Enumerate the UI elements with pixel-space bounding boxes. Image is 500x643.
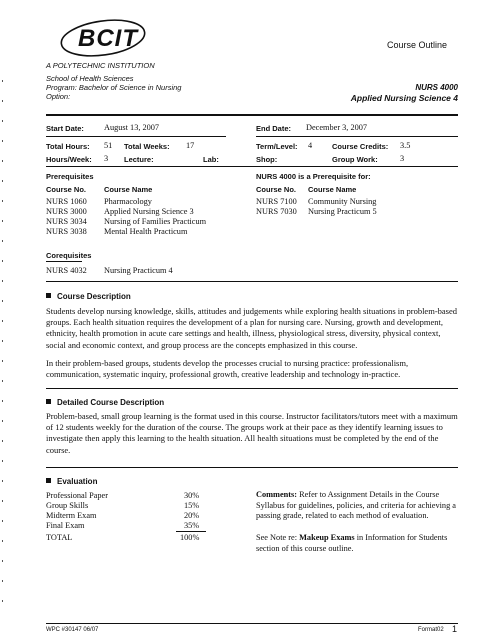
lecture-label: Lecture: [124, 155, 154, 164]
prereq-row: NURS 3000 [46, 207, 87, 216]
section-bullet-icon [46, 399, 51, 404]
detailed-description-heading: Detailed Course Description [46, 398, 164, 407]
corequisites-title: Corequisites [46, 251, 92, 260]
margin-dots [2, 80, 4, 620]
prereq-row-name: Pharmacology [104, 197, 152, 206]
eval-note [256, 533, 456, 554]
prereq-col-no: Course No. [46, 185, 87, 194]
prereq-for-row: NURS 7100 [256, 197, 297, 206]
section-divider-1 [46, 281, 458, 282]
total-weeks-label: Total Weeks: [124, 142, 170, 151]
lab-label: Lab: [203, 155, 219, 164]
prerequisites-title: Prerequisites [46, 172, 94, 181]
institution-name: A POLYTECHNIC INSTITUTION [46, 61, 155, 70]
note-bold: Makeup Exams [299, 533, 355, 542]
eval-item-pct: 15% [184, 501, 200, 510]
eval-item-name: Final Exam [46, 521, 85, 530]
info-divider-2 [256, 136, 458, 137]
start-date-label: Start Date: [46, 124, 84, 133]
prereq-row-name: Nursing of Families Practicum [104, 217, 207, 226]
total-hours-label: Total Hours: [46, 142, 90, 151]
footer-left: WPC #30147 06/07 [46, 627, 99, 633]
detailed-description-p1: Problem-based, small group learning is the format used in this course. Instructor facilitators/tutors meet with a maximum of 12 students weekly for the duration of the course. The groups work at their pace as they identify learning issues to investigate then apply this learning to the health situation. All health situations must be completed by the end of the course. [46, 411, 458, 455]
section-divider-3 [46, 467, 458, 468]
coreq-underline [46, 261, 82, 262]
course-description-p2: In their problem-based groups, students develop the processes crucial to nursing practice: professionalism, communication, systematic inquiry, professional growth, creative leadership and technology in-practice. [46, 358, 409, 380]
group-work-label: Group Work: [332, 155, 378, 164]
option-label: Option: [46, 92, 71, 101]
eval-item-name: Group Skills [46, 501, 89, 510]
prereq-row-name: Mental Health Practicum [104, 227, 188, 236]
info-divider-3 [46, 166, 458, 167]
prereq-for-row: NURS 7030 [256, 207, 297, 216]
program-name: Program: Bachelor of Science in Nursing [46, 83, 182, 92]
prereq-col-name: Course Name [104, 185, 153, 194]
credits-label: Course Credits: [332, 142, 389, 151]
eval-total-name: TOTAL [46, 533, 73, 542]
eval-item-pct: 35% [184, 521, 200, 530]
section-divider-2 [46, 388, 458, 389]
coreq-row-name: Nursing Practicum 4 [104, 266, 173, 275]
header-divider [46, 114, 458, 116]
note-prefix: See Note re: [256, 533, 298, 542]
prereq-row: NURS 1060 [46, 197, 87, 206]
hours-week-value: 3 [104, 154, 109, 163]
start-date-value: August 13, 2007 [104, 123, 160, 132]
prereq-for-row-name: Community Nursing [308, 197, 377, 206]
bcit-logo [58, 16, 148, 60]
eval-item-name: Professional Paper [46, 491, 108, 500]
eval-item-pct: 20% [184, 511, 200, 520]
prereq-row: NURS 3038 [46, 227, 87, 236]
total-weeks-value: 17 [186, 141, 195, 150]
prereq-for-col-no: Course No. [256, 185, 297, 194]
group-work-value: 3 [400, 154, 405, 163]
eval-total-rule [176, 531, 206, 532]
evaluation-heading: Evaluation [46, 477, 97, 486]
note-suffix: in Information for Students section of this course outline. [256, 533, 448, 553]
school-name: School of Health Sciences [46, 74, 134, 83]
shop-label: Shop: [256, 155, 278, 164]
info-divider-1 [46, 136, 226, 137]
section-bullet-icon [46, 478, 51, 483]
eval-item-name: Midterm Exam [46, 511, 97, 520]
hours-week-label: Hours/Week: [46, 155, 92, 164]
course-code: NURS 4000 [415, 83, 458, 92]
prereq-row-name: Applied Nursing Science 3 [104, 207, 194, 216]
term-label: Term/Level: [256, 142, 298, 151]
prereq-for-col-name: Course Name [308, 185, 357, 194]
comments-text: Refer to Assignment Details in the Course Syllabus for guidelines, policies, and criteria for achieving a passing grade, related to each method of evaluation. [256, 490, 456, 520]
credits-value: 3.5 [400, 141, 411, 150]
footer-format: Format02 [418, 627, 444, 633]
end-date-value: December 3, 2007 [306, 123, 368, 132]
eval-total-pct: 100% [180, 533, 200, 542]
doc-type: Course Outline [387, 40, 448, 50]
footer-divider [46, 623, 458, 624]
page-number: 1 [452, 624, 458, 634]
course-title: Applied Nursing Science 4 [350, 93, 458, 103]
comments-label: Comments: [256, 490, 298, 499]
prereq-for-row-name: Nursing Practicum 5 [308, 207, 377, 216]
prereq-for-title: NURS 4000 is a Prerequisite for: [256, 172, 371, 181]
eval-item-pct: 30% [184, 491, 200, 500]
end-date-label: End Date: [256, 124, 292, 133]
term-value: 4 [308, 141, 313, 150]
eval-comments [256, 490, 456, 522]
course-description-heading: Course Description [46, 292, 131, 301]
section-bullet-icon [46, 293, 51, 298]
prereq-row: NURS 3034 [46, 217, 87, 226]
coreq-row: NURS 4032 [46, 266, 87, 275]
course-description-p1: Students develop nursing knowledge, skills, attitudes and judgements while exploring health situations in problem-based groups. Each health situation requires the development of a plan for nursing care. Nursing, growth and development, ethnicity, health promotion in acute care settings and health, illness, physiological stress, diversity, physical context, social and economic context, and group process are the concepts emphasized in this course. [46, 306, 458, 350]
total-hours-value: 51 [104, 141, 113, 150]
logo-text: BCIT [78, 25, 138, 52]
